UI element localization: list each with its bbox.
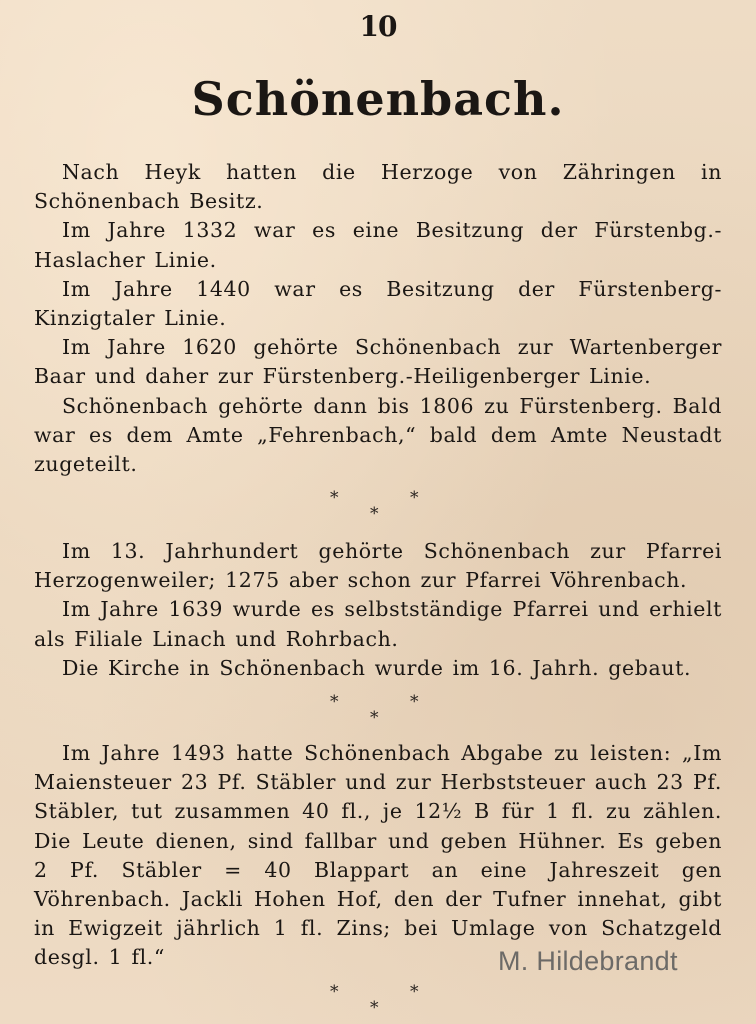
page-number: 10 [359, 10, 397, 43]
paragraph: Nach Heyk hatten die Herzoge von Zähringen in Schönenbach Besitz. [34, 160, 722, 214]
section-history [34, 158, 722, 479]
asterisk: * [410, 488, 419, 508]
asterisk: * [330, 982, 339, 1002]
asterism-divider [0, 984, 756, 1024]
asterisk: * [330, 692, 339, 712]
asterism-divider [0, 490, 756, 530]
page-title: Schönenbach. [191, 72, 565, 126]
paragraph: Im Jahre 1639 wurde es selbstständige Pfarrei und erhielt als Filiale Linach und Rohrbach. [34, 597, 722, 651]
paragraph: Im 13. Jahrhundert gehörte Schönenbach zur Pfarrei Herzogenweiler; 1275 aber schon zur Pfarrei Vöhrenbach. [34, 539, 722, 593]
section-parish [34, 537, 722, 683]
watermark: M. Hildebrandt [498, 946, 678, 976]
paragraph: Im Jahre 1493 hatte Schönenbach Abgabe zu leisten: „Im Maiensteuer 23 Pf. Stäbler und zur Herbststeuer auch 23 Pf. Stäbler, tut zusammen 40 fl., je 12½ B für 1 fl. zu zählen. Die Leute dienen, sind fallbar und geben Hühner. Es geben 2 Pf. Stäbler = 40 Blappart an eine Jahreszeit gen Vöhrenbach. Jackli Hohen Hof, den der Tufner innehat, gibt in Ewigzeit jährlich 1 fl. Zins; bei Umlage von Schatzgeld desgl. 1 fl.“ [34, 741, 722, 970]
asterisk: * [370, 708, 379, 728]
asterisk: * [370, 998, 379, 1018]
asterisk: * [330, 488, 339, 508]
asterisk: * [410, 692, 419, 712]
asterism-divider [0, 694, 756, 734]
paragraph: Die Kirche in Schönenbach wurde im 16. Jahrh. gebaut. [62, 655, 692, 680]
asterisk: * [410, 982, 419, 1002]
section-taxes [34, 739, 722, 973]
paragraph: Im Jahre 1620 gehörte Schönenbach zur Wartenberger Baar und daher zur Fürstenberg.-Heiligenberger Linie. [34, 335, 722, 389]
paragraph: Im Jahre 1440 war es Besitzung der Fürstenberg-Kinzigtaler Linie. [34, 276, 722, 331]
paragraph: Im Jahre 1332 war es eine Besitzung der Fürstenbg.-Haslacher Linie. [34, 218, 722, 272]
paragraph: Schönenbach gehörte dann bis 1806 zu Fürstenberg. Bald war es dem Amte „Fehrenbach,“ bald dem Amte Neustadt zugeteilt. [34, 393, 722, 477]
asterisk: * [370, 504, 379, 524]
